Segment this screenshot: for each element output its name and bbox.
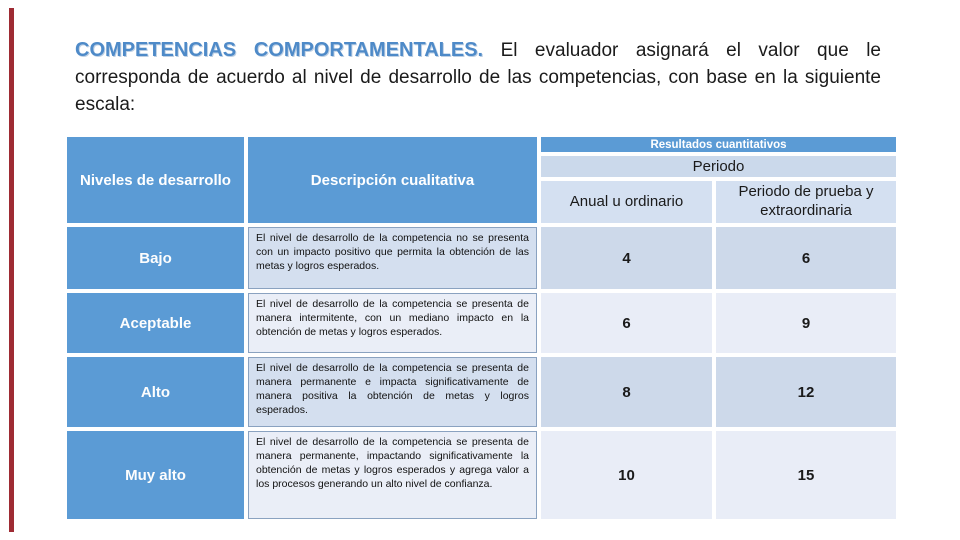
column-header-trial-period: Periodo de prueba y extraordinaria	[716, 181, 896, 223]
description-cell-bajo: El nivel de desarrollo de la competencia no se presenta con un impacto positivo que permita la obtención de las metas y logros esperados.	[248, 227, 537, 289]
trial-value-aceptable: 9	[716, 293, 896, 353]
level-cell-aceptable: Aceptable	[67, 293, 244, 353]
level-cell-muy-alto: Muy alto	[67, 431, 244, 519]
slide-title: COMPETENCIAS COMPORTAMENTALES.	[75, 39, 484, 61]
trial-value-bajo: 6	[716, 227, 896, 289]
description-cell-muy-alto: El nivel de desarrollo de la competencia se presenta de manera permanente, impactando significativamente la obtención de metas y logros esperados y agrega valor a los procesos generando un alto nivel de confianza.	[248, 431, 537, 519]
trial-value-muy-alto: 15	[716, 431, 896, 519]
description-cell-alto: El nivel de desarrollo de la competencia se presenta de manera permanente e impacta significativamente de manera positiva la obtención de metas y logros esperados.	[248, 357, 537, 427]
trial-value-alto: 12	[716, 357, 896, 427]
intro-text: El evaluador asignará el valor que le corresponda de acuerdo al nivel de desarrollo de las competencias, con base en la siguiente escala:	[75, 40, 882, 115]
column-header-description: Descripción cualitativa	[248, 137, 537, 223]
column-header-annual: Anual u ordinario	[541, 181, 712, 223]
annual-value-bajo: 4	[541, 227, 712, 289]
column-header-levels: Niveles de desarrollo	[67, 137, 244, 223]
competency-scale-table	[67, 137, 896, 519]
period-header: Periodo	[541, 156, 896, 177]
group-header-quantitative-results: Resultados cuantitativos	[541, 137, 896, 152]
description-cell-aceptable: El nivel de desarrollo de la competencia se presenta de manera intermitente, con un mediano impacto en la obtención de metas y logros esperados.	[248, 293, 537, 353]
level-cell-bajo: Bajo	[67, 227, 244, 289]
level-cell-alto: Alto	[67, 357, 244, 427]
intro-paragraph	[75, 36, 881, 119]
annual-value-muy-alto: 10	[541, 431, 712, 519]
annual-value-alto: 8	[541, 357, 712, 427]
left-accent-bar	[9, 8, 14, 532]
annual-value-aceptable: 6	[541, 293, 712, 353]
